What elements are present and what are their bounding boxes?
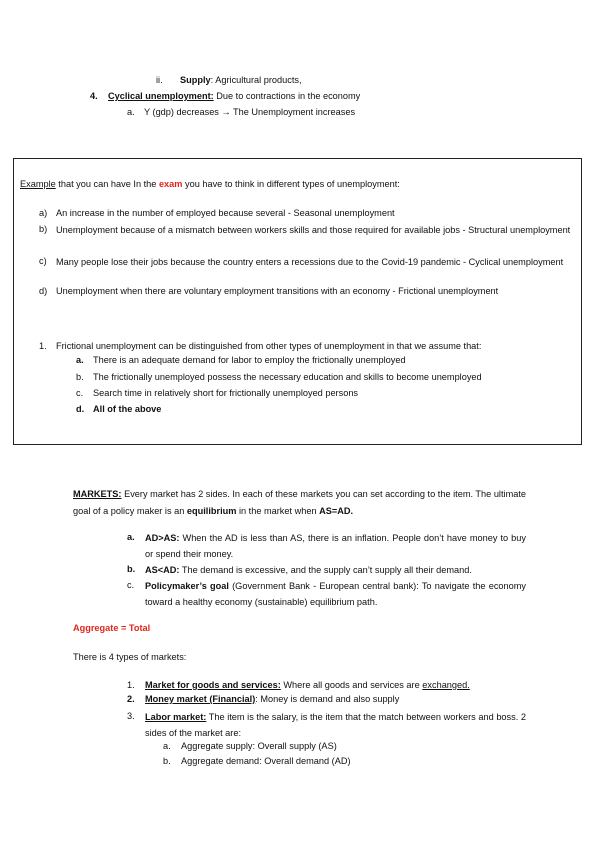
type-item-1	[145, 680, 470, 692]
option-marker-c: c.	[76, 388, 84, 398]
example-intro	[20, 179, 400, 191]
equilibrium-word: equilibrium	[186, 506, 237, 516]
money-market-text: : Money is demand and also supply	[255, 694, 400, 704]
option-marker-d: d.	[76, 404, 85, 414]
exam-word: exam	[158, 179, 183, 189]
type-item-2	[145, 694, 399, 706]
example-word: Example	[20, 179, 56, 189]
exchanged-word: exchanged.	[422, 680, 470, 690]
markets-item-b	[145, 562, 526, 578]
example-intro-mid: that you can have In the	[55, 179, 159, 189]
supply-label: Supply	[180, 75, 211, 85]
money-market-label: Money market (Financial)	[145, 694, 256, 704]
supply-text: : Agricultural products,	[210, 75, 302, 85]
cyclical-label: Cyclical unemployment:	[108, 91, 214, 101]
option-d: All of the above	[93, 404, 162, 414]
policymaker-label: Policymaker’s goal	[145, 581, 229, 591]
question-marker: 1.	[39, 341, 47, 351]
example-item-a: An increase in the number of employed because several - Seasonal unemployment	[56, 208, 395, 218]
markets-text-1: Every market has 2 sides. In each of these markets you can set according to the item. The ultimate goal of a policy maker is an	[73, 489, 526, 516]
aggregate-supply: Aggregate supply: Overall supply (AS)	[181, 741, 337, 751]
markets-item-a	[145, 530, 526, 562]
sub-marker-a: a.	[163, 741, 171, 751]
option-c: Search time in relatively short for frictionally unemployed persons	[93, 388, 359, 398]
list-marker-ii: ii.	[156, 75, 163, 85]
cyclical-line	[108, 91, 360, 103]
policymaker-text: (Government Bank - European central bank): To navigate the economy toward a healthy economy (sustainable) equilibrium path.	[145, 581, 526, 607]
supply-line	[180, 75, 302, 87]
example-marker-a: a)	[39, 208, 48, 218]
asad-label: AS<AD:	[145, 565, 180, 575]
adas-text: When the AD is less than AS, there is an inflation. People don’t have money to buy or spend their money.	[145, 533, 526, 559]
type-marker-3: 3.	[127, 711, 135, 721]
example-item-d: Unemployment when there are voluntary employment transitions with an economy - Frictional unemployment	[56, 286, 499, 296]
asad-text: The demand is excessive, and the supply can’t supply all their demand.	[179, 565, 472, 575]
list-marker-a: a.	[127, 107, 135, 117]
question-text: Frictional unemployment can be distinguished from other types of unemployment in that we assume that:	[56, 341, 482, 351]
goods-market-label: Market for goods and services:	[145, 680, 281, 690]
type-item-3	[145, 709, 526, 741]
option-a: There is an adequate demand for labor to employ the frictionally unemployed	[93, 355, 406, 365]
markets-label: MARKETS:	[73, 489, 122, 499]
types-intro: There is 4 types of markets:	[73, 652, 187, 662]
markets-marker-a: a.	[127, 532, 135, 542]
example-item-b: Unemployment because of a mismatch between workers skills and those required for available jobs - Structural unemployment	[56, 225, 571, 235]
aggregate-demand: Aggregate demand: Overall demand (AD)	[181, 756, 351, 766]
option-marker-b: b.	[76, 372, 84, 382]
cyclical-text: Due to contractions in the economy	[213, 91, 361, 101]
example-intro-end: you have to think in different types of unemployment:	[182, 179, 400, 189]
adas-label: AD>AS:	[145, 533, 180, 543]
option-b: The frictionally unemployed possess the necessary education and skills to become unemployed	[93, 372, 482, 382]
option-marker-a: a.	[76, 355, 84, 365]
asad-word: AS=AD.	[319, 506, 354, 516]
labor-market-label: Labor market:	[145, 712, 207, 722]
example-marker-c: c)	[39, 256, 47, 266]
gdp-line: Y (gdp) decreases → The Unemployment increases	[144, 107, 356, 117]
example-marker-b: b)	[39, 224, 48, 234]
example-marker-d: d)	[39, 286, 48, 296]
example-box	[13, 158, 582, 445]
goods-market-text: Where all goods and services are	[280, 680, 423, 690]
markets-paragraph	[73, 486, 526, 520]
markets-item-c	[145, 578, 526, 610]
list-marker-4: 4.	[90, 91, 98, 101]
type-marker-1: 1.	[127, 680, 135, 690]
example-item-c: Many people lose their jobs because the country enters a recessions due to the Covid-19 pandemic - Cyclical unemployment	[56, 257, 564, 267]
labor-market-text: The item is the salary, is the item that the match between workers and boss. 2 sides of the market are:	[145, 712, 526, 738]
markets-marker-b: b.	[127, 564, 136, 574]
sub-marker-b: b.	[163, 756, 171, 766]
aggregate-note: Aggregate = Total	[73, 623, 151, 633]
type-marker-2: 2.	[127, 694, 135, 704]
markets-text-2: in the market when	[236, 506, 320, 516]
markets-marker-c: c.	[127, 580, 135, 590]
